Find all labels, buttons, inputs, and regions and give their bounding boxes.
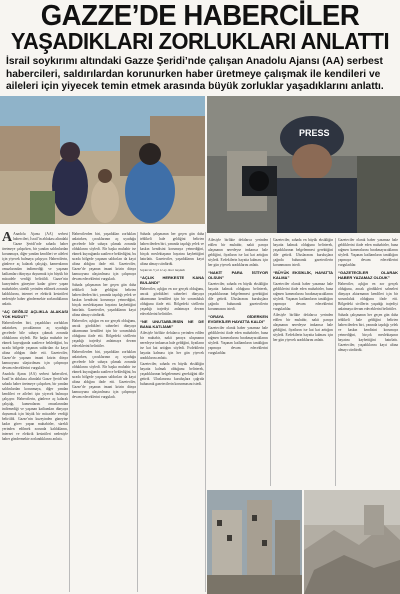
column-6 (338, 238, 398, 486)
column-4-text: Ailesiyle birlikte defalarca yerinden edilen bir muhabir, nakit paraya ulaşmanın neredeyse imkansız hale geldiğini, fiyatların ise kat kat arttığını söyledi. Evdekilerin hayatta kalması için her gün yiyecek aradıklarını anlattı. (208, 238, 268, 267)
subhead-col3-b: “NE UNUTABİLİRSİN NE DE BANA KATLİAMI” (140, 318, 204, 329)
column-5 (273, 238, 333, 486)
mid-caption: Soykırım 3 yıl 11 ay önce başladı (140, 268, 185, 272)
column-2 (72, 232, 136, 592)
column-2-text-b: Sahada çalışmanın her geçen gün daha tehlikeli hale geldiğini belirten habercilerden biri, yanında taşıdığı yelek ve kaskın kendisini korumaya yetmediğini, birçok meslektaşının hayatını kaybettiğini hatırlattı. Gazeteciler, yaşadıklarını kayıt altına almayı sürdürdü. (72, 283, 136, 317)
column-5-text: Gazeteciler, sahada en büyük eksikliğin hayatta kalmak olduğunu belirterek, yaşadıklarının belgelenmesi gerektiğini dile getirdi. Uluslararası kuruluşlara çağrıda bulunarak gazetecilerin korunmasını istedi. (273, 238, 333, 267)
column-3-text-c: Ailesiyle birlikte defalarca yerinden edilen bir muhabir, nakit paraya ulaşmanın neredeyse imkansız hale geldiğini, fiyatların ise kat kat arttığını söyledi. Evdekilerin hayatta kalması için her gün yiyecek aradıklarını anlattı. (140, 330, 204, 360)
subhead-col3-a: “AÇLIK HERKESTE KANA BULANDI” (140, 274, 204, 285)
lead-paragraph: İsrail soykırımı altındaki Gazze Şeridi’nde çalışan Anadolu Ajansı (AA) serbest habercileri, saldırılardan korunurken haber üretmeye çalışmak ile kendileri ve aileleri için yiyecek temin etmek arasında büyük zorluklar yaşadıklarını anlattı. (6, 56, 384, 92)
subhead-col1: “AÇ DEĞİLİZ AÇLIKLA ALAKASI YOK HUDUT” (2, 309, 68, 319)
column-2-text-d: Habercilerden biri, yaşadıkları zorlukları anlatırken, çocuklarının aç uyuduğu gecelerde bile sahaya çıkmak zorunda olduklarını söyledi. Bir başka muhabir ise ekmek kuyruğunda saatlerce beklediğini, bu sırada bölgede yaşanan saldırıları da kayıt altına aldığını ifade etti. Gazeteciler, Gazze’de yaşanan insani krizin dünya kamuoyuna ulaştırılması için çalışmaya devam edeceklerini vurguladı. (72, 350, 136, 399)
column-divider (335, 238, 336, 486)
subhead-col5-b: “ORAYA GİDERKEN EVDEKİLER HAYATTA KALDI” (208, 314, 268, 324)
column-divider (270, 238, 271, 486)
subhead-col5-a: “NAKİT PARA İSTİYOR OLSUN” (208, 270, 268, 280)
press-journalist-photo (207, 96, 400, 233)
column-3-text-d: Gazeteciler, sahada en büyük eksikliğin hayatta kalmak olduğunu belirterek, yaşadıklarının belgelenmesi gerektiğini dile getirdi. Uluslararası kuruluşlara çağrıda bulunarak gazetecilerin korunmasını istedi. (140, 361, 204, 386)
column-divider (137, 232, 138, 592)
headline-line-2: YAŞADIKLARI ZORLUKLARI ANLATTI (10, 28, 390, 54)
column-divider (69, 232, 70, 592)
headline-line-1: GAZZE’DE HABERCİLER (40, 0, 360, 32)
column-5-text-c: Ailesiyle birlikte defalarca yerinden edilen bir muhabir, nakit paraya ulaşmanın neredeyse imkansız hale geldiğini, fiyatların ise kat kat arttığını söyledi. Evdekilerin hayatta kalması için her gün yiyecek aradıklarını anlattı. (273, 313, 333, 342)
column-2-text-c: Haberciler, açlığın en zor gerçek olduğunu, ancak gördükleri sahneleri dünyaya aktarmanın kendileri için bir sorumluluk olduğunu ifade etti. Bölgedeki sivillerin yaşadığı trajediyi anlatmaya devam edeceklerini belirttiler. (72, 319, 136, 348)
column-2-text: Habercilerden biri, yaşadıkları zorlukları anlatırken, çocuklarının aç uyuduğu gecelerde bile sahaya çıkmak zorunda olduklarını söyledi. Bir başka muhabir ise ekmek kuyruğunda saatlerce beklediğini, bu sırada bölgede yaşanan saldırıları da kayıt altına aldığını ifade etti. Gazeteciler, Gazze’de yaşanan insani krizin dünya kamuoyuna ulaştırılması için çalışmaya devam edeceklerini vurguladı. (72, 232, 136, 281)
gaza-street-photo (0, 96, 205, 224)
headline (0, 2, 400, 52)
column-1-text-c: Anadolu Ajansı (AA) serbest habercileri, İsrail’in ablukası altındaki Gazze Şeridi’nde sahada haber üretmeye çalışırken, bir yandan saldırılardan korunmaya, diğer yandan kendileri ve aileleri için yiyecek bulmaya çalışıyor. Habercilerin, günlerce aç kalarak çalıştığı, kameralarını omuzlarından indirmediği ve yaşanan katliamları dünyaya duyurmak için büyük bir mücadele verdiği belirtildi. Gazze’nin kuzeyinden güneyine kadar görev yapan muhabirler, sürekli yerinden edilmek zorunda kaldıklarını, internet ve elektrik kesintileri nedeniyle haber göndermekte zorlandıklarını anlattı. (2, 372, 68, 441)
column-3-text-b: Haberciler, açlığın en zor gerçek olduğunu, ancak gördükleri sahneleri dünyaya aktarmanın kendileri için bir sorumluluk olduğunu ifade etti. Bölgedeki sivillerin yaşadığı trajediyi anlatmaya devam edeceklerini belirttiler. (140, 286, 204, 316)
column-6-text: Gazeteciler olarak haber yazamaz hale geldiklerini ifade eden muhabirler, buna rağmen kameralarını bırakmayacaklarını söyledi. Yaşanan katliamların tanıklığını yapmaya devam edeceklerini vurguladılar. (338, 238, 398, 267)
column-1-text-b: Habercilerden biri, yaşadıkları zorlukları anlatırken, çocuklarının aç uyuduğu gecelerde bile sahaya çıkmak zorunda olduklarını söyledi. Bir başka muhabir ise ekmek kuyruğunda saatlerce beklediğini, bu sırada bölgede yaşanan saldırıları da kayıt altına aldığını ifade etti. Gazeteciler, Gazze’de yaşanan insani krizin dünya kamuoyuna ulaştırılması için çalışmaya devam edeceklerini vurguladı. (2, 321, 68, 370)
column-3-text: Sahada çalışmanın her geçen gün daha tehlikeli hale geldiğini belirten habercilerden biri, yanında taşıdığı yelek ve kaskın kendisini korumaya yetmediğini, birçok meslektaşının hayatını kaybettiğini hatırlattı. Gazeteciler, yaşadıklarını kayıt altına almayı sürdürdü. (140, 232, 204, 266)
destroyed-buildings-photo (207, 490, 302, 594)
subhead-col6-a: “BÜYÜK EKSİKLİK, HAYATTA KALMA” (273, 270, 333, 280)
subhead-col7-a: “GAZETECİLER OLARAK HABER YAZAMAZ OLDUK” (338, 270, 398, 280)
rubble-photo (304, 490, 400, 594)
column-5-text-b: Gazeteciler olarak haber yazamaz hale geldiklerini ifade eden muhabirler, buna rağmen kameralarını bırakmayacaklarını söyledi. Yaşanan katliamların tanıklığını yapmaya devam edeceklerini vurguladılar. (273, 282, 333, 311)
column-6-text-b: Haberciler, açlığın en zor gerçek olduğunu, ancak gördükleri sahneleri dünyaya aktarmanın kendileri için bir sorumluluk olduğunu ifade etti. Bölgedeki sivillerin yaşadığı trajediyi anlatmaya devam edeceklerini belirttiler. (338, 282, 398, 311)
column-4-text-b: Gazeteciler, sahada en büyük eksikliğin hayatta kalmak olduğunu belirterek, yaşadıklarının belgelenmesi gerektiğini dile getirdi. Uluslararası kuruluşlara çağrıda bulunarak gazetecilerin korunmasını istedi. (208, 282, 268, 311)
column-1-text: Anadolu Ajansı (AA) serbest habercileri, İsrail’in ablukası altındaki Gazze Şeridi’nde sahada haber üretmeye çalışırken, bir yandan saldırılardan korunmaya, diğer yandan kendileri ve aileleri için yiyecek bulmaya çalışıyor. Habercilerin, günlerce aç kalarak çalıştığı, kameralarını omuzlarından indirmediği ve yaşanan katliamları dünyaya duyurmak için büyük bir mücadele verdiği belirtildi. Gazze’nin kuzeyinden güneyine kadar görev yapan muhabirler, sürekli yerinden edilmek zorunda kaldıklarını, internet ve elektrik kesintileri nedeniyle haber göndermekte zorlandıklarını anlattı. (2, 232, 68, 306)
column-3 (140, 232, 204, 592)
column-6-text-c: Sahada çalışmanın her geçen gün daha tehlikeli hale geldiğini belirten habercilerden biri, yanında taşıdığı yelek ve kaskın kendisini korumaya yetmediğini, birçok meslektaşının hayatını kaybettiğini hatırlattı. Gazeteciler, yaşadıklarını kayıt altına almayı sürdürdü. (338, 313, 398, 352)
svg-text:PRESS: PRESS (299, 128, 330, 138)
column-4 (208, 238, 268, 486)
column-1 (2, 232, 68, 592)
column-4-text-c: Gazeteciler olarak haber yazamaz hale geldiklerini ifade eden muhabirler, buna rağmen kameralarını bırakmayacaklarını söyledi. Yaşanan katliamların tanıklığını yapmaya devam edeceklerini vurguladılar. (208, 326, 268, 355)
dropcap: A (2, 232, 13, 245)
column-divider (205, 232, 206, 592)
